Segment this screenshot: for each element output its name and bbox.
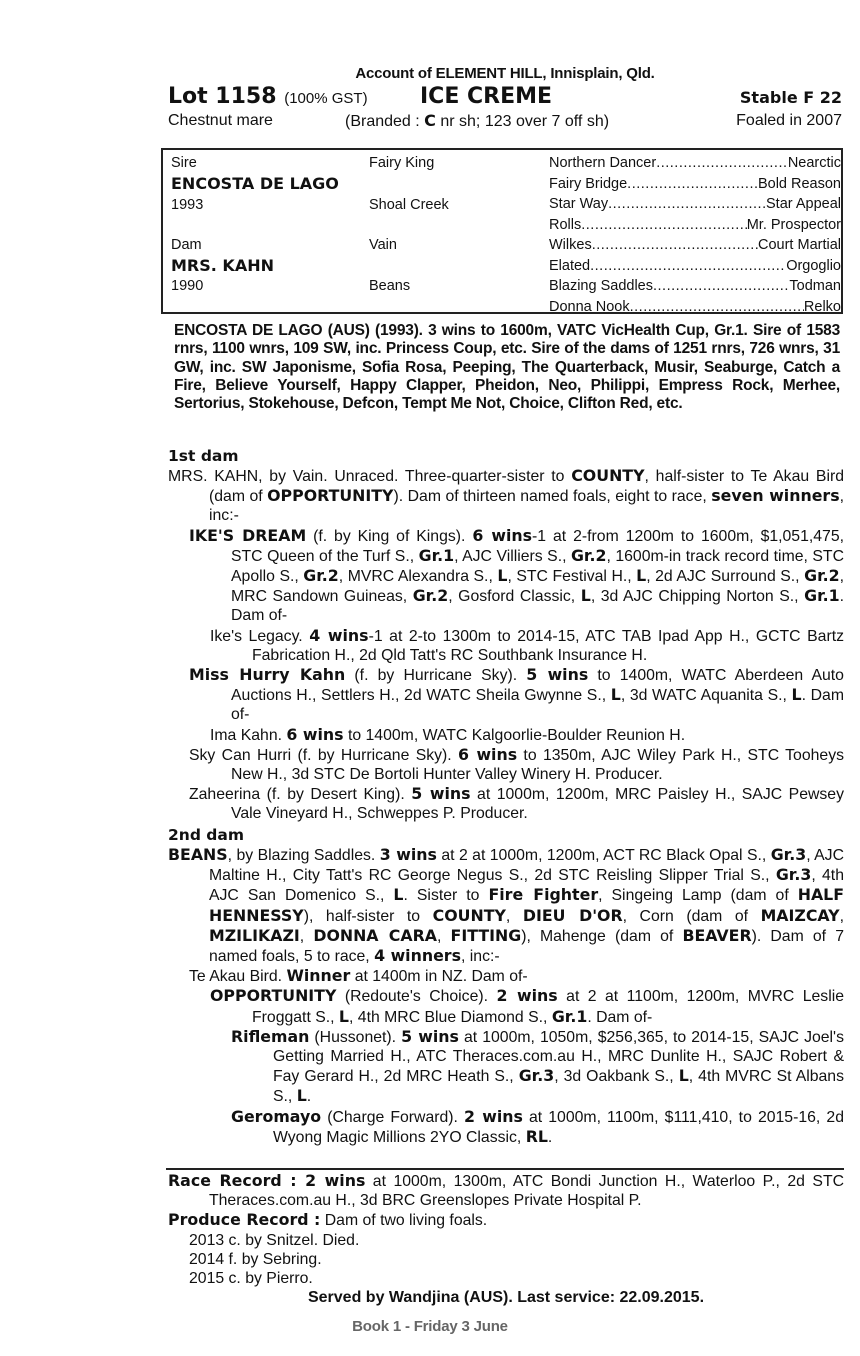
second-dam-section — [168, 825, 844, 1147]
bold-text: Gr.1 — [551, 1006, 588, 1026]
dam-sire: Vain — [369, 237, 397, 253]
ancestor-right: Star Appeal — [766, 196, 841, 212]
bold-text: 6 wins — [286, 724, 344, 744]
ancestor-right: Orgoglio — [786, 257, 841, 274]
text: at 1400m in NZ. Dam of- — [350, 968, 528, 986]
bold-text: L — [678, 1066, 689, 1086]
text: , — [505, 907, 523, 925]
text: , 1600m-in track record time, STC Apollo S., — [231, 547, 844, 586]
text: , 3d WATC Aquanita S., — [620, 687, 792, 705]
text: , 4th MRC Blue Diamond S., — [349, 1008, 552, 1026]
text: , 3d Oakbank S., — [554, 1068, 679, 1086]
leader-dots — [592, 235, 758, 255]
bold-text: OPPORTUNITY — [267, 486, 394, 506]
foal-entry: 2014 f. by Sebring. — [189, 1250, 322, 1268]
bold-text: L — [610, 685, 621, 705]
sire-name: ENCOSTA DE LAGO — [171, 174, 339, 193]
lot-number — [168, 84, 368, 112]
lot-label: Lot 1158 — [168, 84, 277, 109]
text: to 1350m, AJC Wiley Park H., STC Tooheys New H., 3d STC De Bortoli Hunter Valley Winery H. Producer. — [231, 746, 844, 784]
bold-text: L — [636, 566, 647, 586]
dam-year: 1990 — [171, 278, 204, 294]
text: , half-sister to Te Akau Bird (dam of — [209, 468, 845, 506]
progeny-geromayo — [231, 1107, 844, 1147]
text: Ima Kahn. — [210, 726, 287, 744]
bold-text: DONNA CARA — [313, 925, 437, 945]
ancestor-left: Blazing Saddles — [549, 278, 653, 294]
bold-text: COUNTY — [432, 905, 506, 925]
race-record-label: Race Record : 2 wins — [168, 1171, 366, 1190]
bold-text: OPPORTUNITY — [210, 986, 337, 1006]
ancestor-right: Mr. Prospector — [746, 216, 841, 233]
horse-name: ICE CREME — [420, 84, 553, 109]
progeny-ikes-dream — [189, 526, 844, 626]
bold-text: IKE'S DREAM — [189, 525, 307, 545]
sire-label: Sire — [171, 155, 197, 171]
bold-text: BEANS — [168, 845, 228, 864]
progeny-te-akau-bird — [189, 966, 844, 986]
bold-text: L — [393, 885, 404, 905]
text: . Dam of- — [587, 1008, 653, 1026]
ancestor-row — [549, 174, 841, 194]
text: . Dam of- — [231, 687, 844, 724]
text: . — [547, 1128, 553, 1146]
text: , Corn (dam of — [622, 907, 761, 925]
bold-text: Gr.3 — [518, 1066, 555, 1086]
leader-dots — [627, 174, 758, 194]
text: ). Dam of thirteen named foals, eight to race, — [393, 488, 712, 506]
bold-text: 2 wins — [496, 986, 558, 1006]
bold-text: 5 wins — [411, 784, 471, 804]
stable-location: Stable F 22 — [739, 88, 842, 107]
ancestor-row — [549, 297, 841, 317]
dam-name: MRS. KAHN — [171, 256, 274, 275]
brand-info — [345, 110, 609, 133]
bold-text: Gr.2 — [804, 566, 840, 586]
ancestor-right: Nearctic — [787, 155, 841, 171]
race-record — [168, 1171, 844, 1210]
progeny-rifleman — [231, 1027, 844, 1107]
bold-text: RL — [525, 1126, 548, 1146]
text: , — [299, 927, 314, 945]
ancestor-row — [549, 153, 841, 173]
first-dam-section — [168, 446, 844, 824]
first-dam-heading: 1st dam — [168, 447, 239, 465]
ancestor-right: Todman — [789, 278, 841, 294]
text: . Sister to — [403, 887, 489, 905]
text: at 1000m, 1100m, $111,410, to 2015-16, 2d Wyong Magic Millions 2YO Classic, — [273, 1108, 844, 1146]
bold-text: 4 wins — [309, 625, 369, 645]
bold-text: DIEU D'OR — [522, 905, 623, 925]
served-by-note: Served by Wandjina (AUS). Last service: 22.09.2015. — [307, 1289, 705, 1307]
section-divider — [166, 1168, 844, 1170]
text: ), Mahenge (dam of — [521, 927, 683, 945]
leader-dots — [630, 297, 804, 317]
bold-text: seven winners — [711, 486, 840, 506]
catalogue-header — [168, 64, 842, 132]
text: at 1000m, 1200m, MRC Paisley H., SAJC Pewsey Vale Vineyard H., Schweppes P. Producer. — [231, 786, 844, 823]
ancestor-row — [549, 235, 841, 255]
progeny-ima-kahn — [210, 725, 844, 745]
text: (Charge Forward). — [321, 1108, 465, 1126]
bold-text: Gr.2 — [570, 545, 607, 565]
text: (Hussonet). — [309, 1028, 402, 1046]
text: , — [839, 907, 844, 925]
gst-label: (100% GST) — [284, 90, 368, 107]
bold-text: Gr.3 — [775, 865, 812, 885]
text: , AJC Maltine H., City Tatt's RC George Negus S., 2d STC Reisling Slipper Trial S., — [209, 847, 844, 885]
dam-dam: Beans — [369, 278, 411, 294]
bold-text: Gr.2 — [303, 566, 339, 586]
bold-text: Gr.2 — [412, 586, 449, 606]
foal-list — [168, 1231, 844, 1289]
leader-dots — [581, 215, 746, 235]
brand-suffix: nr sh; 123 over 7 off sh) — [435, 113, 610, 130]
text: , inc:- — [209, 488, 844, 525]
text: Ike's Legacy. — [210, 627, 310, 645]
foal-entry: 2013 c. by Snitzel. Died. — [189, 1231, 360, 1249]
bold-text: Gr.3 — [770, 845, 807, 864]
ancestor-left: Fairy Bridge — [549, 175, 628, 192]
text: to 1400m, WATC Aberdeen Auto Auctions H., Settlers H., 2d WATC Sheila Gwynne S., — [231, 667, 844, 705]
vendor-account: Account of ELEMENT HILL, Innisplain, Qld. — [355, 65, 655, 82]
text: -1 at 2-from 1200m to 1600m, $1,051,475, STC Queen of the Turf S., — [231, 527, 845, 565]
text: , STC Festival H., — [507, 568, 637, 586]
text: ), half-sister to — [303, 907, 433, 925]
text: . — [306, 1088, 312, 1106]
text: -1 at 2-to 1300m to 2014-15, ATC TAB Ipad App H., GCTC Bartz Fabrication H., 2d Qld Tatt's RC Southbank Insurance H. — [252, 627, 844, 664]
ancestor-right: Bold Reason — [757, 175, 841, 192]
race-record-text: at 1000m, 1300m, ATC Bondi Junction H., Waterloo P., 2d STC Theraces.com.au H., 3d BRC Greenslopes Private Hospital P. — [209, 1173, 844, 1210]
bold-text: 6 wins — [458, 744, 518, 764]
bold-text: COUNTY — [571, 466, 645, 485]
page-footer: Book 1 - Friday 3 June — [352, 1318, 508, 1335]
ancestor-row — [549, 215, 841, 235]
bold-text: 6 wins — [472, 525, 533, 545]
leader-dots — [608, 194, 766, 214]
produce-record-text: Dam of two living foals. — [320, 1212, 488, 1230]
bold-text: Miss Hurry Kahn — [189, 665, 346, 685]
pedigree-table — [161, 148, 843, 314]
second-dam-heading: 2nd dam — [168, 826, 245, 844]
ancestor-row — [549, 194, 841, 214]
text: (f. by King of Kings). — [306, 527, 473, 545]
ancestor-left: Star Way — [549, 196, 609, 212]
bold-text: HALF HENNESSY — [209, 885, 845, 925]
progeny-opportunity — [210, 986, 844, 1026]
bold-text: L — [296, 1086, 307, 1106]
bold-text: L — [580, 586, 591, 606]
text: , 3d AJC Chipping Norton S., — [590, 588, 805, 606]
ancestor-row — [549, 276, 841, 296]
bold-text: L — [497, 566, 508, 586]
ancestor-row — [549, 256, 841, 276]
bold-text: 5 wins — [401, 1026, 459, 1046]
text: , inc:- — [461, 948, 500, 966]
text: , 2d AJC Surround S., — [646, 568, 805, 586]
sire-dam: Shoal Creek — [369, 197, 449, 213]
text: ). Dam of 7 named foals, 5 to race, — [209, 927, 844, 966]
leader-dots — [653, 276, 789, 296]
records-section — [168, 1171, 844, 1308]
produce-record — [168, 1210, 844, 1230]
bold-text: Gr.1 — [418, 545, 455, 565]
bold-text: 3 wins — [379, 845, 437, 864]
bold-text: FITTING — [450, 925, 522, 945]
leader-dots — [656, 153, 788, 173]
description-row — [168, 110, 842, 132]
text: (Redoute's Choice). — [336, 988, 497, 1006]
ancestor-left: Donna Nook — [549, 298, 630, 315]
brand-prefix: (Branded : — [345, 113, 425, 130]
foal-entry: 2015 c. by Pierro. — [189, 1270, 313, 1288]
ancestor-left: Rolls — [549, 216, 582, 233]
text: , — [437, 927, 451, 945]
text: , Singeing Lamp (dam of — [598, 887, 798, 905]
brand-mark-icon: C — [424, 111, 436, 130]
text: Sky Can Hurri (f. by Hurricane Sky). — [189, 746, 459, 764]
text: , MVRC Alexandra S., — [338, 568, 498, 586]
text: , 4th AJC San Domenico S., — [209, 867, 844, 905]
leader-dots — [590, 256, 786, 276]
sire-year: 1993 — [171, 197, 204, 213]
first-dam-intro — [168, 466, 844, 526]
text: , Gosford Classic, — [448, 588, 581, 606]
text: MRS. KAHN, by Vain. Unraced. Three-quarter-sister to — [168, 468, 572, 485]
progeny-miss-hurry-kahn — [189, 665, 844, 725]
ancestor-left: Elated — [549, 257, 591, 274]
text: at 2 at 1100m, 1200m, MVRC Leslie Froggatt S., — [252, 988, 844, 1026]
ancestor-right: Court Martial — [758, 237, 841, 253]
text: . Dam of- — [231, 588, 844, 625]
ancestor-right: Relko — [803, 298, 841, 315]
text: (f. by Hurricane Sky). — [345, 667, 527, 685]
lot-row — [168, 84, 842, 110]
text: to 1400m, WATC Kalgoorlie-Boulder Reunion H. — [343, 726, 686, 744]
progeny-zaheerina — [189, 784, 844, 823]
bold-text: Geromayo — [231, 1106, 322, 1126]
color-sex: Chestnut mare — [168, 112, 273, 129]
text: , by Blazing Saddles. — [227, 847, 380, 864]
ancestor-left: Wilkes — [549, 237, 592, 253]
bold-text: L — [791, 685, 802, 705]
text: at 2 at 1000m, 1200m, ACT RC Black Opal S., — [436, 847, 771, 864]
bold-text: Rifleman — [231, 1026, 310, 1046]
bold-text: MZILIKAZI — [209, 925, 300, 945]
text: Te Akau Bird. — [189, 968, 287, 986]
text: Zaheerina (f. by Desert King). — [189, 786, 412, 804]
text: , 4th MVRC St Albans S., — [273, 1068, 844, 1106]
bold-text: Gr.1 — [804, 586, 840, 606]
foaled-year: Foaled in 2007 — [736, 112, 842, 129]
text: , MRC Sandown Guineas, — [231, 568, 844, 606]
bold-text: L — [338, 1006, 349, 1026]
bold-text: BEAVER — [682, 925, 752, 945]
bold-text: 2 wins — [464, 1106, 523, 1126]
bold-text: MAIZCAY — [760, 905, 840, 925]
text: at 1000m, 1050m, $256,365, to 2014-15, SAJC Joel's Getting Married H., ATC Theraces.com.au H., MRC Dunlite H., SAJC Robert & Fay Gerard H., 2d MRC Heath S., — [273, 1028, 844, 1086]
progeny-sky-can-hurri — [189, 745, 844, 784]
sire-summary: ENCOSTA DE LAGO (AUS) (1993). 3 wins to 1600m, VATC VicHealth Cup, Gr.1. Sire of 1583 rnrs, 1100 wnrs, 109 SW, inc. Princess Coup, etc. Sire of the dams of 1251 rnrs, 726 wnrs, 31 GW, inc. SW Japonisme, Sofia Rosa, Peeping, The Quarterback, Musir, Seaburge, Catch a Fire, Believe Yourself, Happy Clapper, Pheidon, Neo, Philippi, Empress Rock, Merhee, Sertorius, Stokehouse, Defcon, Tempt Me Not, Choice, Clifton Red, etc. — [174, 322, 840, 413]
second-dam-intro — [168, 845, 844, 966]
bold-text: Winner — [286, 966, 351, 986]
sire-sire: Fairy King — [369, 155, 435, 171]
dam-label: Dam — [171, 237, 202, 253]
bold-text: 4 winners — [374, 946, 461, 966]
progeny-ikes-legacy — [210, 626, 844, 665]
bold-text: 5 wins — [526, 665, 589, 685]
bold-text: Fire Fighter — [488, 885, 599, 905]
text: , AJC Villiers S., — [454, 547, 571, 565]
produce-record-label: Produce Record : — [168, 1210, 321, 1230]
ancestor-left: Northern Dancer — [549, 155, 657, 171]
